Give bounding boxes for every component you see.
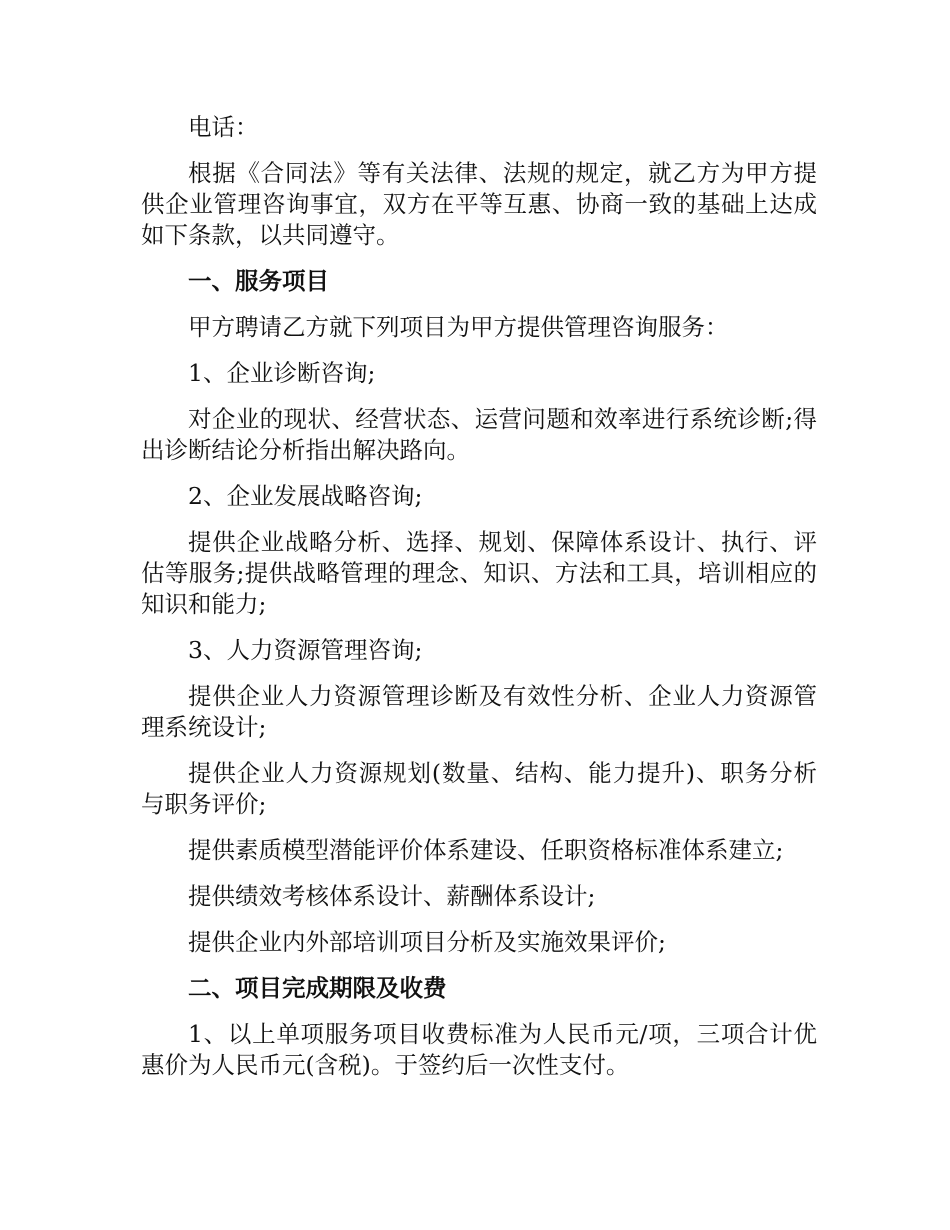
document-page [141,112,817,1096]
item3-description: 提供企业人力资源规划(数量、结构、能力提升)、职务分析与职务评价; [141,759,817,818]
phone-line: 电话： [188,113,259,141]
item1-title: 1、企业诊断咨询; [188,359,376,387]
item3-description: 提供企业内外部培训项目分析及实施效果评价; [188,928,666,956]
item1-description: 对企业的现状、经营状态、运营问题和效率进行系统诊断;得出诊断结论分析指出解决路向。 [141,405,817,464]
section-heading-services: 一、服务项目 [188,267,329,295]
item3-description: 提供素质模型潜能评价体系建设、任职资格标准体系建立; [188,836,784,864]
engagement-paragraph: 甲方聘请乙方就下列项目为甲方提供管理咨询服务： [188,313,729,341]
item3-description: 提供绩效考核体系设计、薪酬体系设计; [188,882,596,910]
item2-title: 2、企业发展战略咨询; [188,482,423,510]
preamble-paragraph: 根据《合同法》等有关法律、法规的规定，就乙方为甲方提供企业管理咨询事宜，双方在平等互惠、协商一致的基础上达成如下条款，以共同遵守。 [141,159,817,249]
item3-description: 提供企业人力资源管理诊断及有效性分析、企业人力资源管理系统设计; [141,682,817,741]
item2-description: 提供企业战略分析、选择、规划、保障体系设计、执行、评估等服务;提供战略管理的理念、知识、方法和工具，培训相应的知识和能力; [141,528,817,618]
fee-paragraph: 1、以上单项服务项目收费标准为人民币元/项，三项合计优惠价为人民币元(含税)。于签约后一次性支付。 [141,1020,817,1079]
section-heading-schedule-fees: 二、项目完成期限及收费 [188,974,447,1002]
item3-title: 3、人力资源管理咨询; [188,636,423,664]
